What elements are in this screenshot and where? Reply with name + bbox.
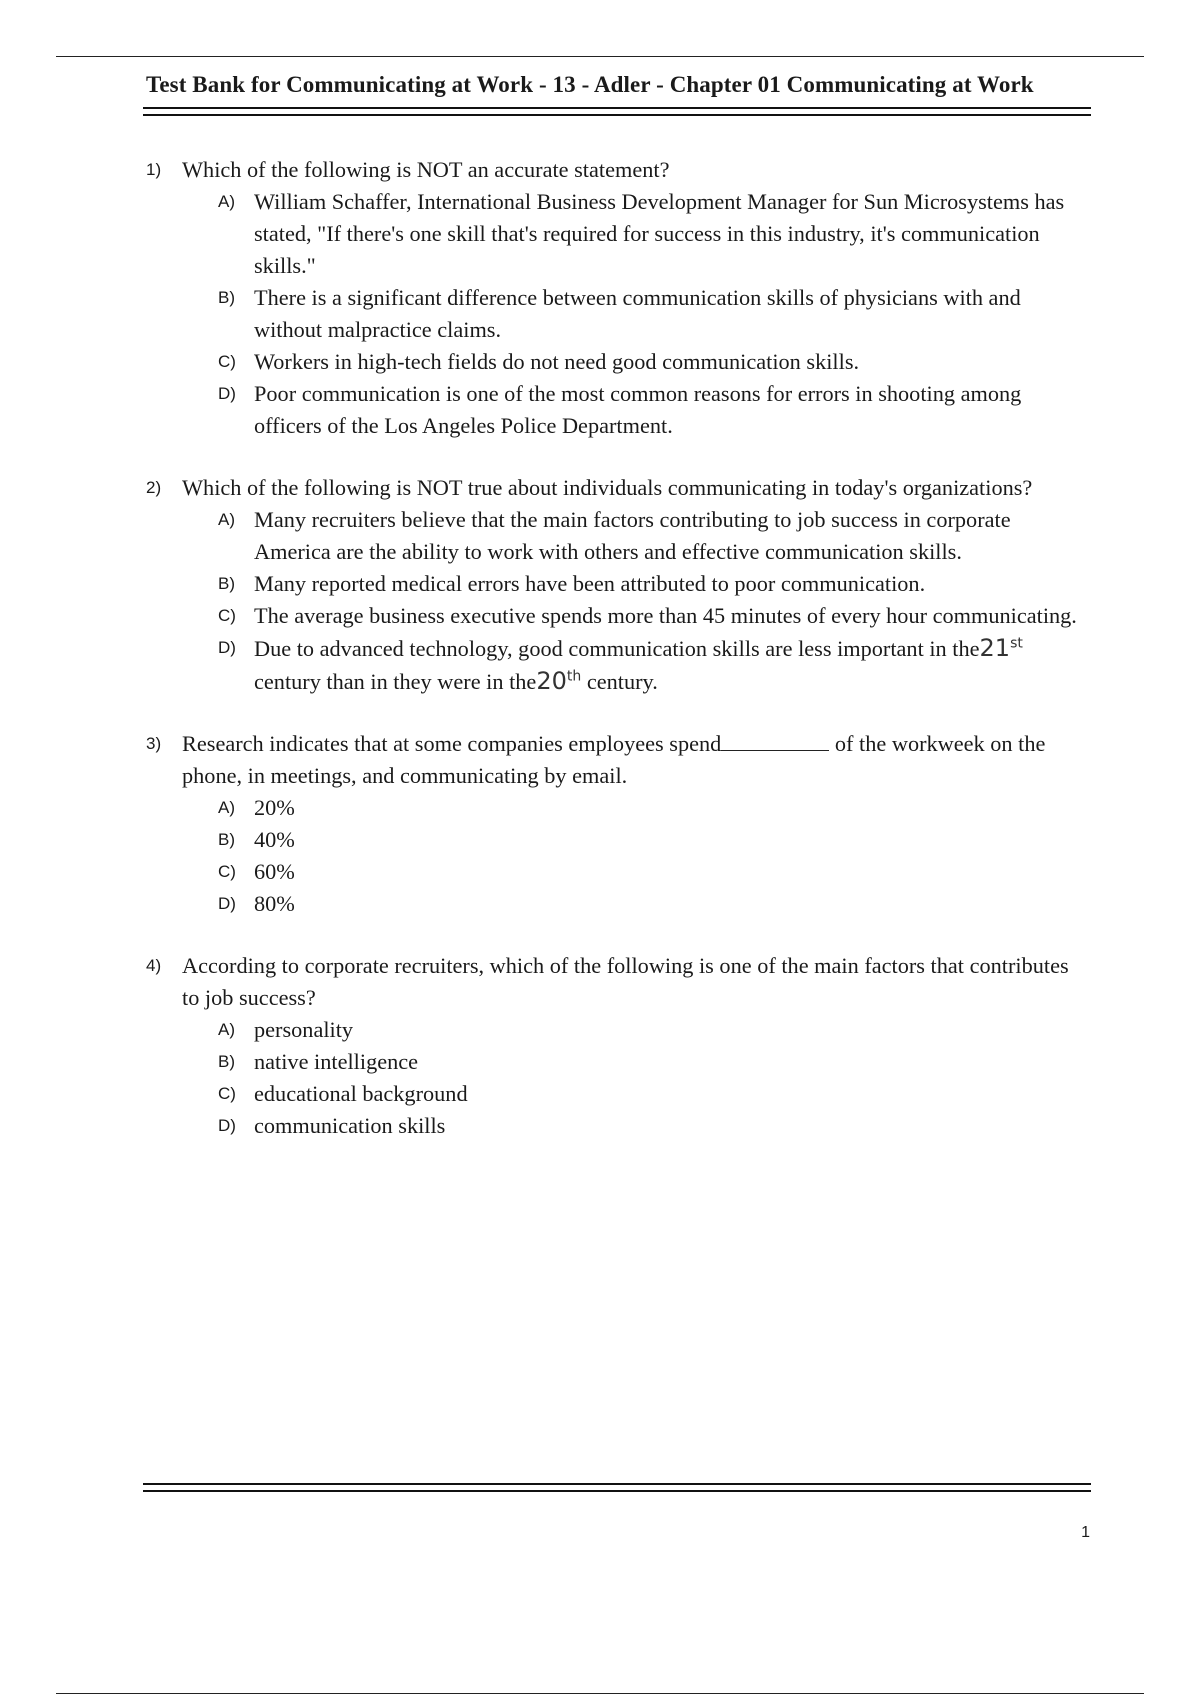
ordinal-number: 20 (536, 667, 567, 695)
option-text: Poor communication is one of the most common reasons for errors in shooting among officers of the Los Angeles Police Department. (254, 381, 1022, 438)
option-text: William Schaffer, International Business Development Manager for Sun Microsystems has stated, "If there's one skill that's required for success in this industry, it's communication skills." (254, 189, 1065, 278)
option-letter: A) (218, 1020, 235, 1039)
question-number: 4) (146, 956, 162, 975)
option-text: 40% (254, 827, 295, 852)
question-4 (146, 950, 1090, 1142)
document-header-title: Test Bank for Communicating at Work - 13 - Adler - Chapter 01 Communicating at Work (146, 72, 1034, 97)
option-letter: D) (218, 638, 236, 657)
option-letter: D) (218, 894, 236, 913)
question-3 (146, 728, 1090, 920)
question-text: Which of the following is NOT true about individuals communicating in today's organizations? (182, 475, 1033, 500)
ordinal-suffix: th (566, 668, 582, 685)
option-letter: C) (218, 606, 236, 625)
question-number: 3) (146, 734, 162, 753)
question-number: 1) (146, 160, 162, 179)
option-text: Many reported medical errors have been attributed to poor communication. (254, 571, 926, 596)
question-text: According to corporate recruiters, which of the following is one of the main factors that contributes to job success? (182, 953, 1069, 1010)
option-letter: B) (218, 288, 235, 307)
answer-options (146, 792, 1090, 920)
answer-options (146, 1014, 1090, 1142)
option-letter: C) (218, 862, 236, 881)
option-c (218, 600, 1090, 632)
question-text (182, 728, 1090, 792)
question-1 (146, 154, 1090, 442)
option-a (218, 792, 1090, 824)
option-letter: D) (218, 1116, 236, 1135)
option-text-part: Due to advanced technology, good communication skills are less important in the (254, 636, 980, 661)
footer-double-rule (143, 1483, 1091, 1492)
option-d (218, 632, 1090, 698)
option-letter: B) (218, 830, 235, 849)
option-text: native intelligence (254, 1049, 419, 1074)
option-letter: C) (218, 352, 236, 371)
option-letter: C) (218, 1084, 236, 1103)
ordinal-suffix: st (1010, 635, 1023, 652)
option-d (218, 1110, 1090, 1142)
option-d (218, 888, 1090, 920)
option-text: 20% (254, 795, 295, 820)
option-a (218, 1014, 1090, 1046)
header-double-rule (143, 107, 1091, 116)
option-letter: A) (218, 798, 235, 817)
option-text: Many recruiters believe that the main factors contributing to job success in corporate America are the ability to work with others and effective communication skills. (254, 507, 1011, 564)
top-border-rule (56, 56, 1144, 57)
question-list (146, 154, 1090, 1172)
option-text: There is a significant difference between communication skills of physicians with and without malpractice claims. (254, 285, 1021, 342)
option-d (218, 378, 1090, 442)
option-text: 60% (254, 859, 295, 884)
option-letter: A) (218, 510, 235, 529)
option-text: communication skills (254, 1113, 446, 1138)
option-b (218, 824, 1090, 856)
option-c (218, 1078, 1090, 1110)
option-letter: D) (218, 384, 236, 403)
answer-options (146, 186, 1090, 442)
option-text-part: century. (586, 669, 658, 694)
question-2 (146, 472, 1090, 698)
option-a (218, 504, 1090, 568)
fill-in-blank (721, 730, 829, 751)
answer-options (146, 504, 1090, 698)
option-text: 80% (254, 891, 295, 916)
option-text: personality (254, 1017, 354, 1042)
question-text-after-blank: of the workweek on the phone, in meetings, and communicating by email. (182, 731, 1046, 788)
option-text-part: century than in they were in the (254, 669, 537, 694)
option-c (218, 346, 1090, 378)
bottom-border-rule (56, 1693, 1144, 1694)
question-text-before-blank: Research indicates that at some companies employees spend (182, 731, 722, 756)
option-c (218, 856, 1090, 888)
option-a (218, 186, 1090, 282)
option-b (218, 1046, 1090, 1078)
question-text: Which of the following is NOT an accurate statement? (182, 157, 670, 182)
page-number: 1 (1081, 1524, 1090, 1541)
ordinal-number: 21 (979, 634, 1011, 662)
option-b (218, 568, 1090, 600)
option-text: educational background (254, 1081, 468, 1106)
option-text: Workers in high-tech fields do not need good communication skills. (254, 349, 860, 374)
option-text (254, 632, 1090, 698)
option-letter: B) (218, 1052, 235, 1071)
option-text: The average business executive spends more than 45 minutes of every hour communicating. (254, 603, 1077, 628)
option-letter: A) (218, 192, 235, 211)
question-number: 2) (146, 478, 162, 497)
option-b (218, 282, 1090, 346)
option-letter: B) (218, 574, 235, 593)
